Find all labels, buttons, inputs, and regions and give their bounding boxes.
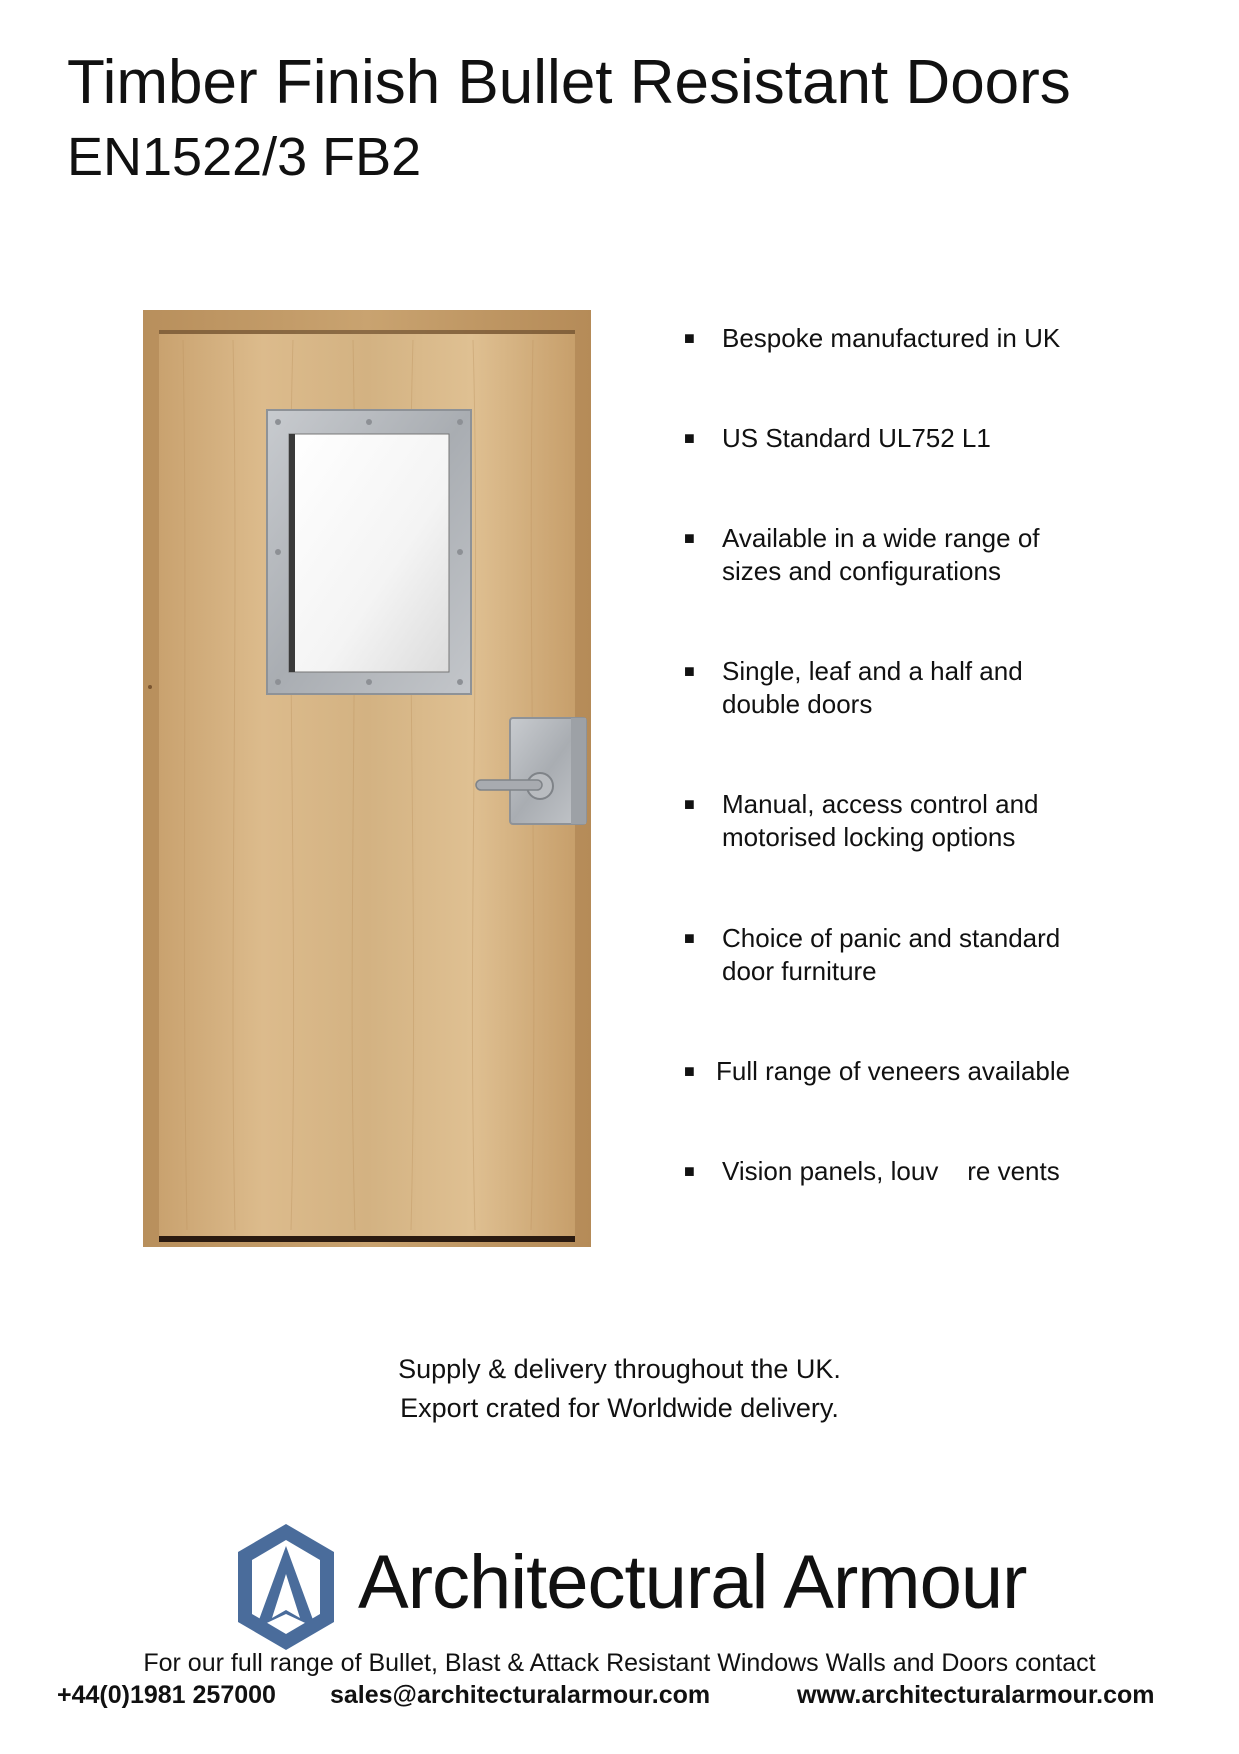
feature-item bbox=[684, 788, 1039, 854]
bullet-square-icon: ■ bbox=[684, 528, 695, 548]
door-image bbox=[143, 310, 591, 1247]
supply-note bbox=[0, 1350, 1239, 1428]
bullet-square-icon: ■ bbox=[684, 794, 695, 814]
brand-name: Architectural Armour bbox=[358, 1540, 1027, 1625]
feature-item bbox=[684, 655, 1023, 721]
feature-text: Full range of veneers available bbox=[716, 1056, 1071, 1086]
contact-website-link[interactable]: www.architecturalarmour.com bbox=[797, 1681, 1155, 1709]
feature-text: Vision panels, louv re vents bbox=[722, 1156, 1060, 1186]
bullet-square-icon: ■ bbox=[684, 661, 695, 681]
export-line: Export crated for Worldwide delivery. bbox=[400, 1393, 839, 1423]
bullet-square-icon: ■ bbox=[684, 328, 695, 348]
vision-panel-glass bbox=[289, 434, 449, 672]
feature-text: US Standard UL752 L1 bbox=[722, 423, 991, 453]
feature-item bbox=[684, 422, 991, 455]
contact-email-link[interactable]: sales@architecturalarmour.com bbox=[330, 1681, 711, 1709]
contact-intro: For our full range of Bullet, Blast & Attack Resistant Windows Walls and Doors contact bbox=[143, 1649, 1096, 1677]
bullet-square-icon: ■ bbox=[684, 1061, 695, 1081]
page-subtitle: EN1522/3 FB2 bbox=[67, 127, 422, 187]
supply-line: Supply & delivery throughout the UK. bbox=[398, 1354, 841, 1384]
feature-item bbox=[684, 922, 1060, 988]
lever-handle bbox=[476, 780, 542, 790]
contact-phone[interactable]: +44(0)1981 257000 bbox=[57, 1681, 276, 1709]
feature-item bbox=[684, 1055, 1070, 1088]
bullet-square-icon: ■ bbox=[684, 928, 695, 948]
feature-text: Choice of panic and standard door furniture bbox=[722, 923, 1061, 986]
page-title: Timber Finish Bullet Resistant Doors bbox=[67, 48, 1071, 117]
bullet-square-icon: ■ bbox=[684, 428, 695, 448]
feature-item bbox=[684, 1155, 1060, 1188]
hexagon-a-logo-icon bbox=[236, 1522, 336, 1652]
bullet-square-icon: ■ bbox=[684, 1161, 695, 1181]
feature-text: Available in a wide range of sizes and configurations bbox=[722, 523, 1040, 586]
feature-item bbox=[684, 522, 1040, 588]
feature-text: Single, leaf and a half and double doors bbox=[722, 656, 1023, 719]
feature-item bbox=[684, 322, 1060, 355]
feature-text: Manual, access control and motorised locking options bbox=[722, 789, 1039, 852]
feature-text: Bespoke manufactured in UK bbox=[722, 323, 1061, 353]
